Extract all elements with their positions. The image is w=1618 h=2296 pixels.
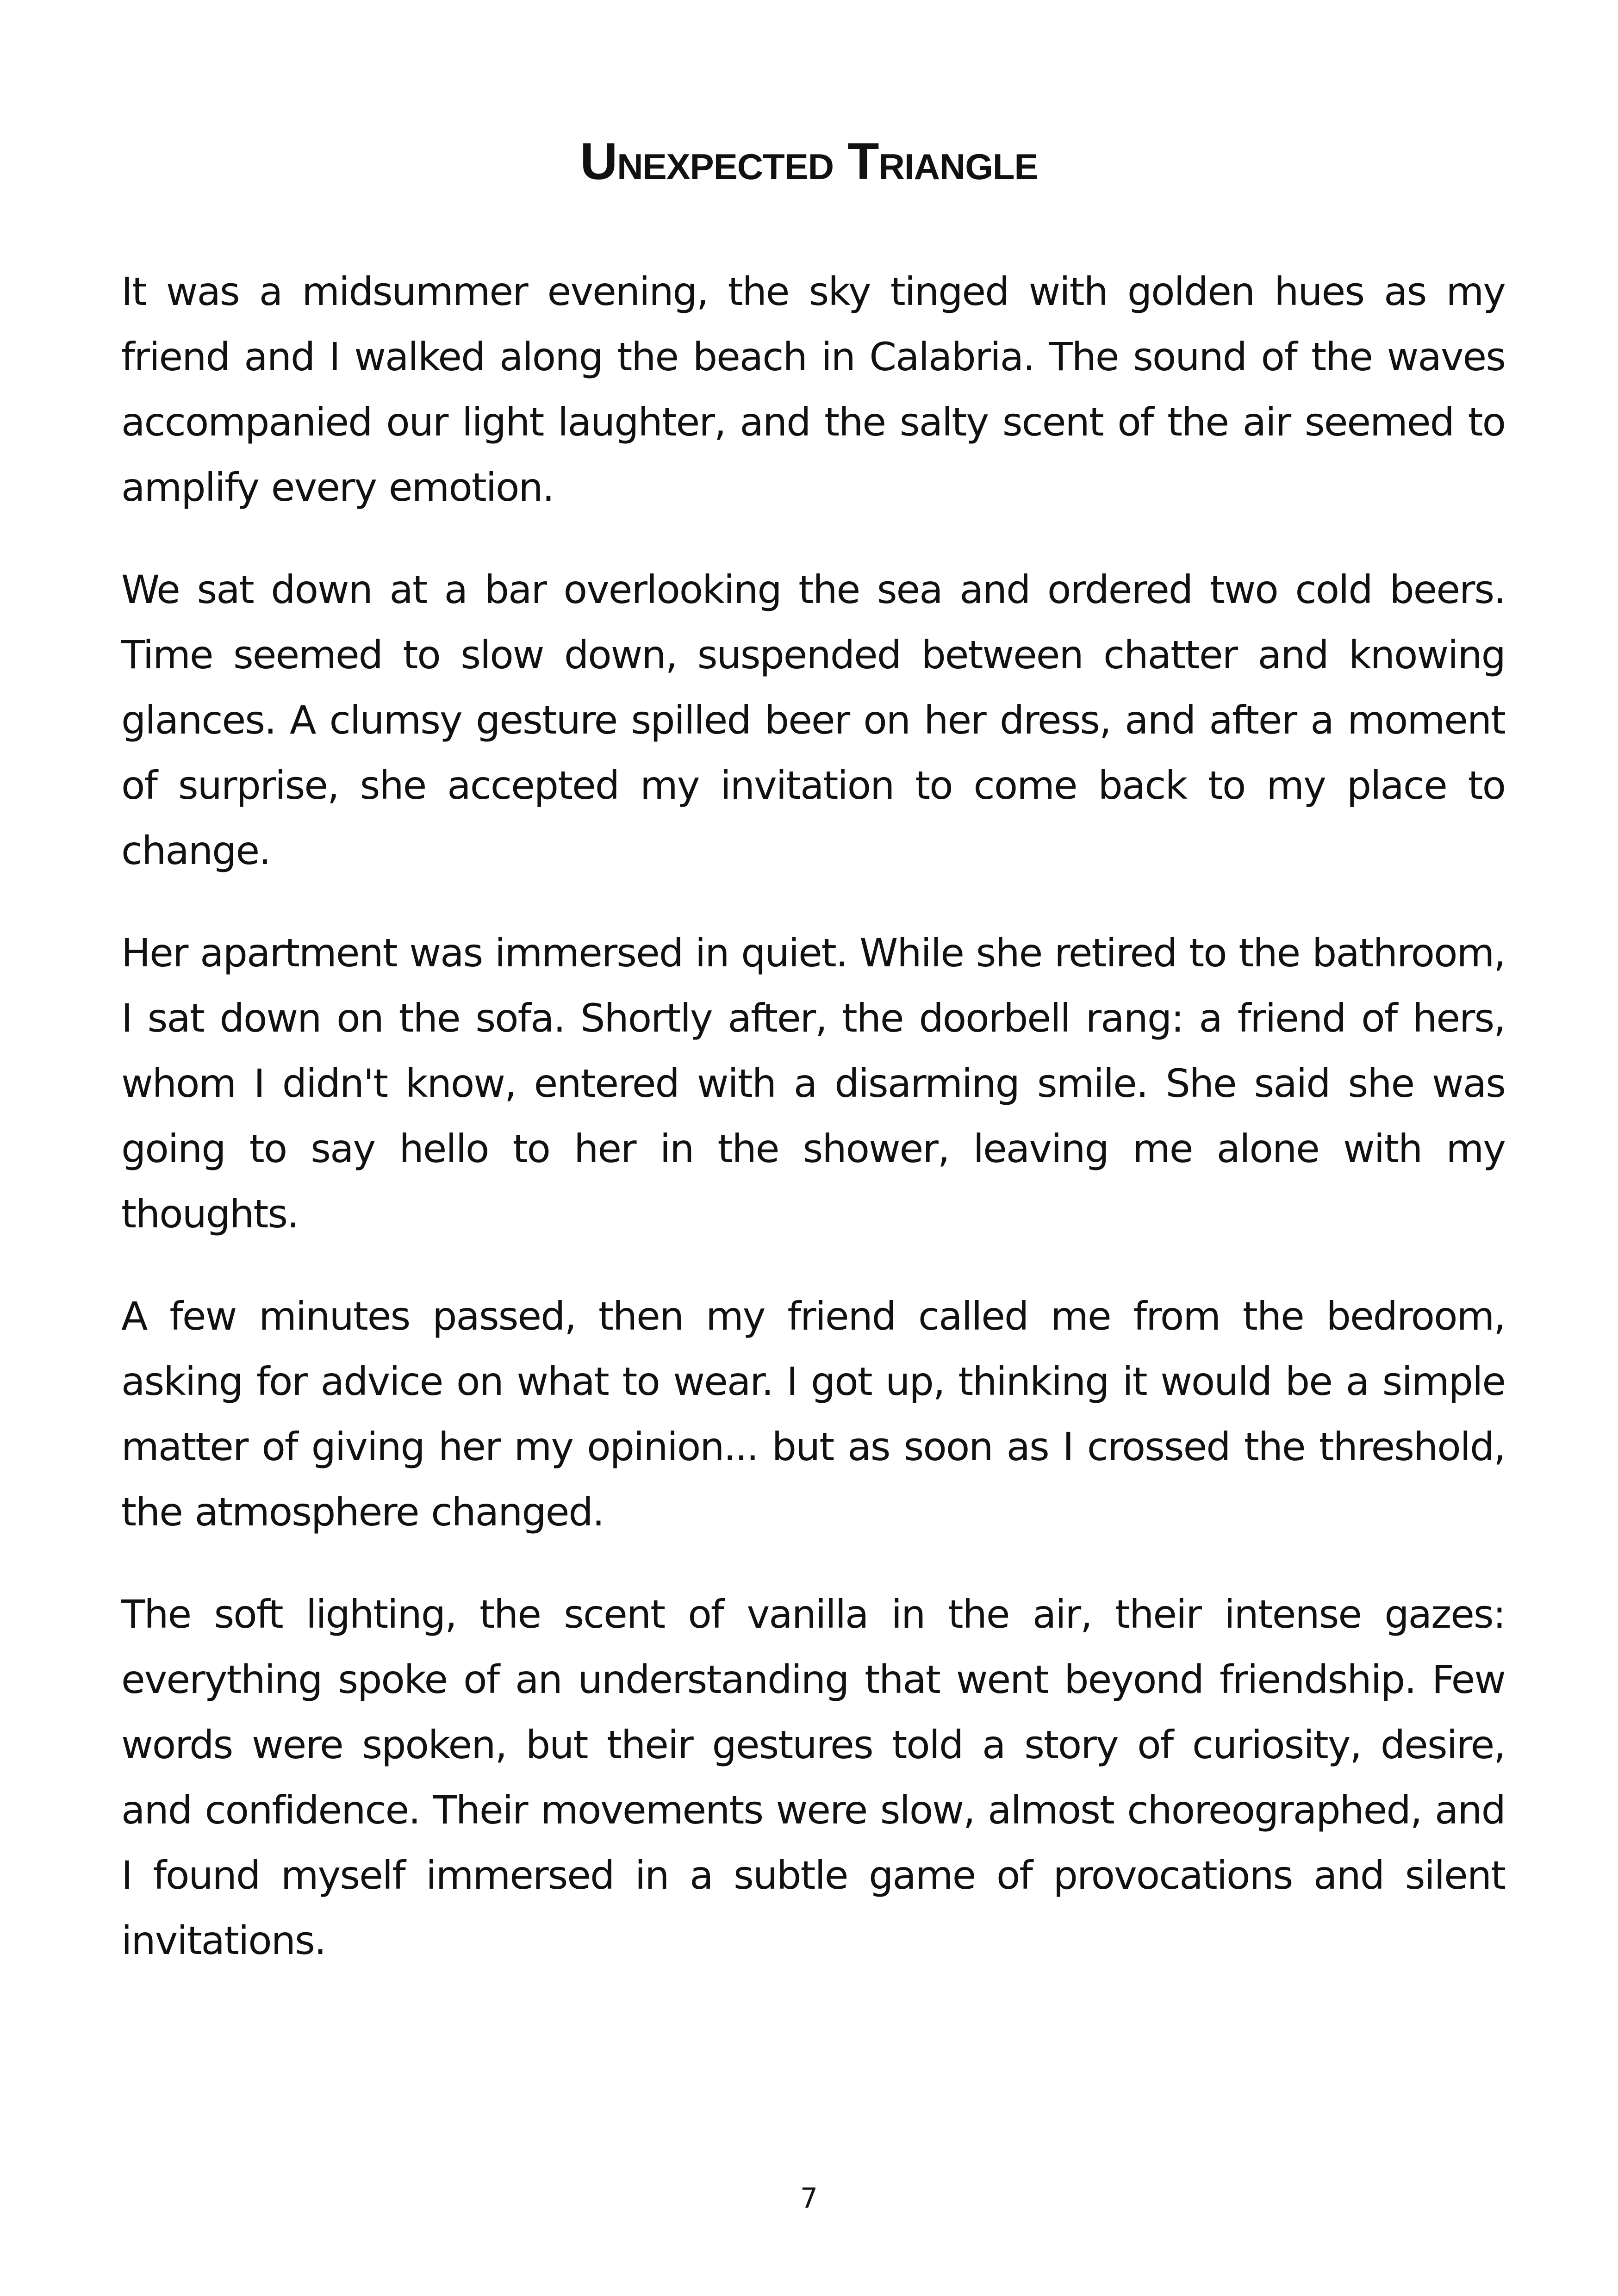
chapter-title: Unexpected Triangle <box>580 132 1038 191</box>
body-text <box>121 259 1505 2010</box>
paragraph: It was a midsummer evening, the sky tinged with golden hues as my friend and I walked along the beach in Calabria. The sound of the waves accompanied our light laughter, and the salty scent of the air seemed to amplify every emotion. <box>121 269 1505 510</box>
paragraph: We sat down at a bar overlooking the sea and ordered two cold beers. Time seemed to slow down, suspended between chatter and knowing glances. A clumsy gesture spilled beer on her dress, and after a moment of surprise, she accepted my invitation to come back to my place to change. <box>121 567 1505 873</box>
paragraph: The soft lighting, the scent of vanilla in the air, their intense gazes: everything spoke of an understanding that went beyond friendship. Few words were spoken, but their gestures told a story of curiosity, desire, and confidence. Their movements were slow, almost choreographed, and I found myself immersed in a subtle game of provocations and silent invitations. <box>121 1592 1505 1963</box>
paragraph: Her apartment was immersed in quiet. While she retired to the bathroom, I sat down on the sofa. Shortly after, the doorbell rang: a friend of hers, whom I didn't know, entered with a disarming smile. She said she was going to say hello to her in the shower, leaving me alone with my thoughts. <box>121 930 1505 1237</box>
page-number: 7 <box>800 2182 818 2215</box>
paragraph: A few minutes passed, then my friend called me from the bedroom, asking for advice on what to wear. I got up, thinking it would be a simple matter of giving her my opinion... but as soon as I crossed the threshold, the atmosphere changed. <box>121 1294 1505 1535</box>
